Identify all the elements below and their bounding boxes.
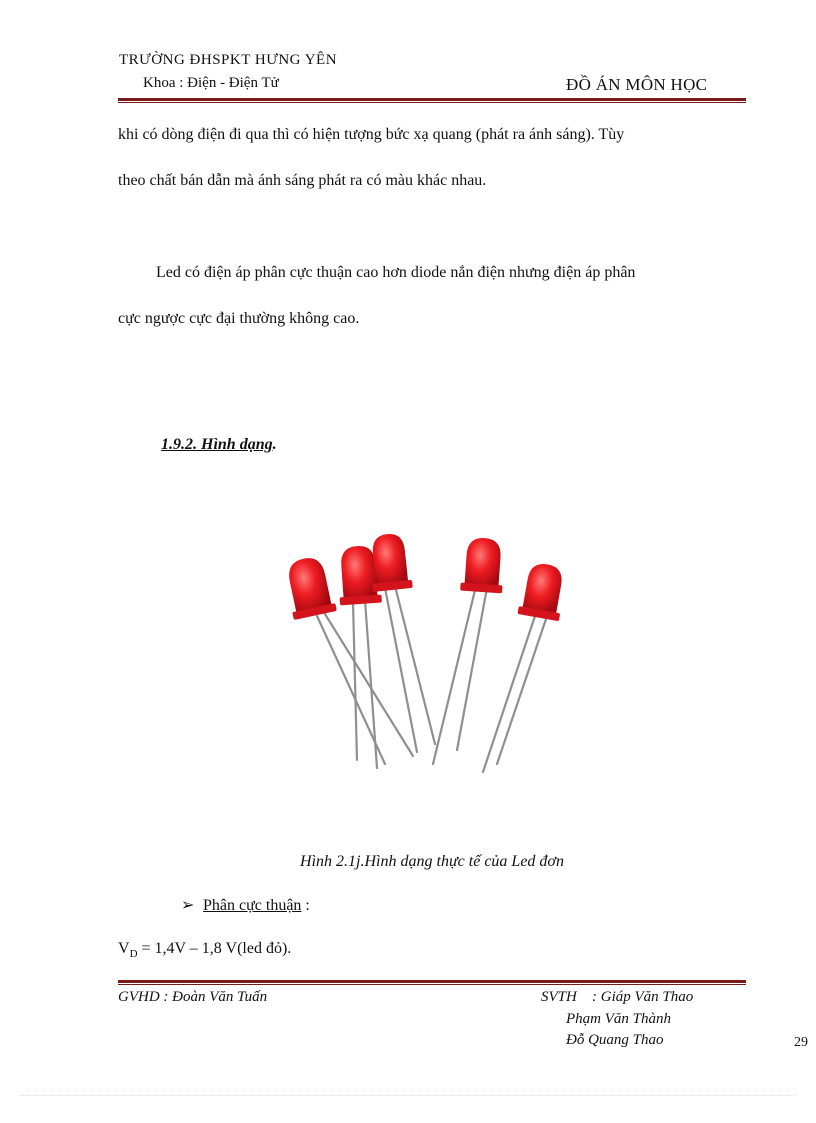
arrow-bullet-icon: ➢ (181, 897, 195, 914)
section-heading-text: 1.9.2. Hình dạng (161, 436, 273, 453)
footer-svth-label: SVTH (541, 989, 577, 1005)
bullet-item (181, 895, 310, 915)
bullet-suffix: : (301, 897, 310, 914)
paragraph-2-line-1: Led có điện áp phân cực thuận cao hơn diode nắn điện nhưng điện áp phân (156, 264, 636, 281)
formula-text: = 1,4V – 1,8 V(led đỏ). (137, 940, 292, 957)
bullet-label: Phân cực thuận (203, 897, 302, 914)
footer-gvhd: GVHD : Đoàn Văn Tuấn (118, 989, 268, 1005)
header-school: TRƯỜNG ĐHSPKT HƯNG YÊN (119, 52, 338, 68)
footer-svth-3: Đỗ Quang Thao (566, 1032, 664, 1048)
header-department: Khoa : Điện - Điện Tử (143, 75, 279, 91)
led-5 (517, 561, 568, 621)
header-doc-type: ĐỒ ÁN MÔN HỌC (566, 75, 708, 94)
paragraph-1-line-2: theo chất bán dẫn mà ánh sáng phát ra có màu khác nhau. (118, 172, 487, 189)
footer-svth-2: Phạm Văn Thành (566, 1011, 671, 1027)
paragraph-2-line-2: cực ngược cực đại thường không cao. (118, 310, 360, 327)
paragraph-1 (118, 112, 718, 204)
page-number: 29 (794, 1035, 808, 1050)
page-bottom-divider (20, 1095, 796, 1096)
footer-svth-1: : Giáp Văn Thao (592, 989, 694, 1005)
section-heading (161, 436, 277, 454)
led-4 (460, 537, 506, 594)
header-rule-thin (118, 102, 746, 103)
section-heading-dot: . (272, 436, 277, 453)
paragraph-2 (118, 250, 718, 342)
figure-caption: Hình 2.1j.Hình dạng thực tế của Led đơn (300, 853, 564, 870)
formula-subscript: D (129, 948, 138, 961)
led-photo (235, 520, 615, 790)
led-1 (282, 554, 337, 620)
formula (118, 940, 291, 960)
footer-rule-thick (118, 980, 746, 983)
footer-rule-thin (118, 984, 746, 985)
formula-symbol: V (118, 940, 130, 957)
header-rule-thick (118, 98, 746, 101)
paragraph-1-line-1: khi có dòng điện đi qua thì có hiện tượng bức xạ quang (phát ra ánh sáng). Tùy (118, 126, 625, 143)
